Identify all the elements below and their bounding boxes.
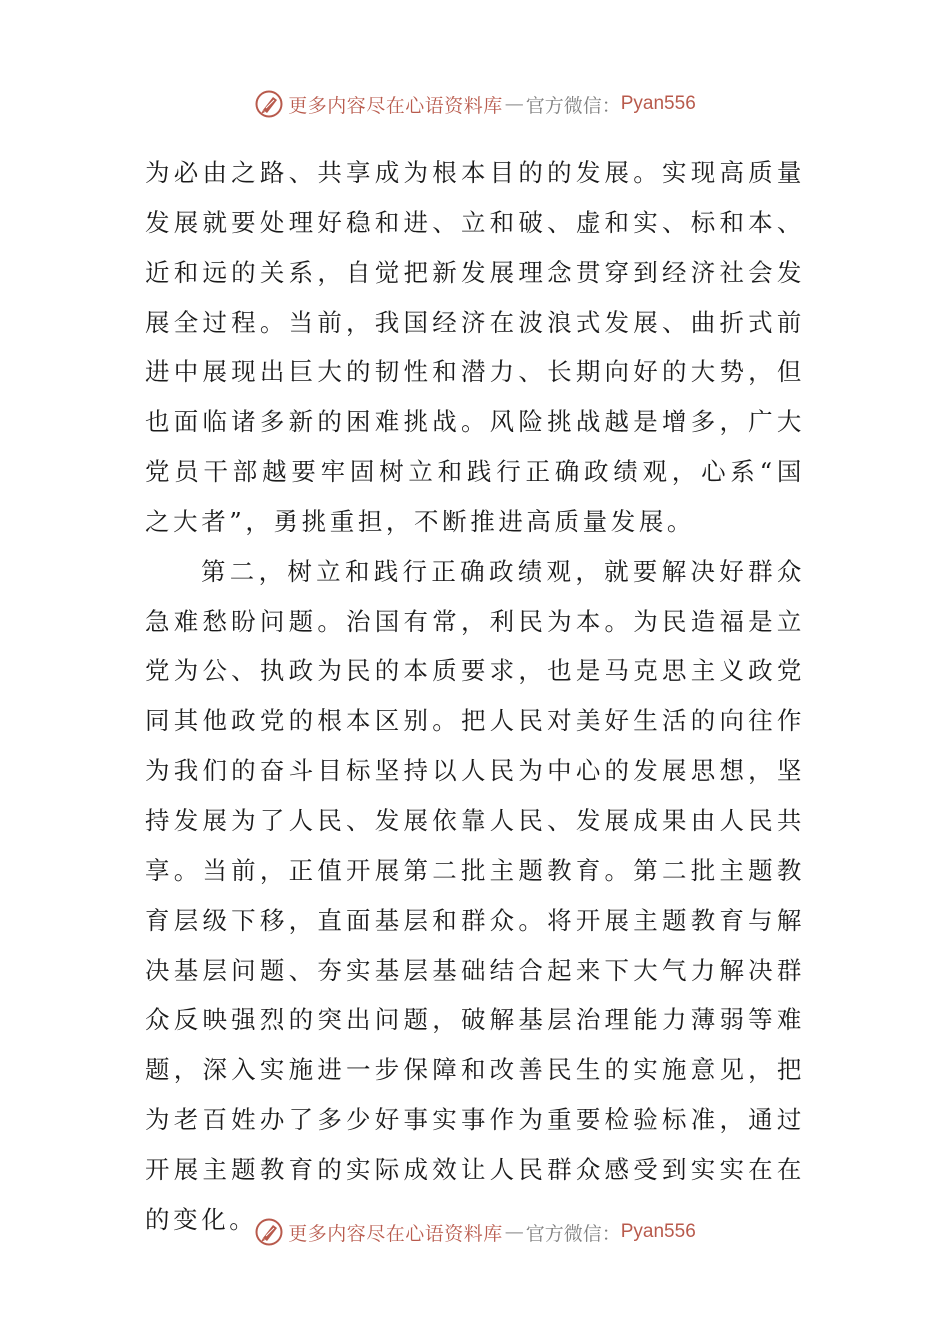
pen-nib-logo-icon — [254, 89, 284, 119]
paragraph-2: 第二，树立和践行正确政绩观，就要解决好群众急难愁盼问题。治国有常，利民为本。为民造福是立党为公、执政为民的本质要求，也是马克思主义政党同其他政党的根本区别。把人民对美好生活的向往作为我们的奋斗目标坚持以人民为中心的发展思想，坚持发展为了人民、发展依靠人民、发展成果由人民共享。当前，正值开展第二批主题教育。第二批主题教育层级下移，直面基层和群众。将开展主题教育与解决基层问题、夯实基层基础结合起来下大气力解决群众反映强烈的突出问题，破解基层治理能力薄弱等难题，深入实施进一步保障和改善民生的实施意见，把为老百姓办了多少好事实事作为重要检验标准，通过开展主题教育的实际成效让人民群众感受到实实在在的变化。 — [145, 556, 805, 1234]
site-promo-text: 更多内容尽在心语资料库 — [288, 94, 503, 117]
banner-separator: — — [504, 93, 524, 115]
wechat-label: 官方微信： — [525, 1222, 621, 1245]
header-watermark-banner — [0, 84, 950, 124]
pen-nib-logo-icon — [254, 1217, 284, 1247]
footer-watermark-banner — [0, 1212, 950, 1252]
wechat-handle: Pyan556 — [620, 1221, 696, 1242]
document-body — [145, 148, 805, 1245]
site-promo-text: 更多内容尽在心语资料库 — [288, 1222, 503, 1245]
paragraph-1: 为必由之路、共享成为根本目的的发展。实现高质量发展就要处理好稳和进、立和破、虚和实、标和本、近和远的关系，自觉把新发展理念贯穿到经济社会发展全过程。当前，我国经济在波浪式发展、曲折式前进中展现出巨大的韧性和潜力、长期向好的大势，但也面临诸多新的困难挑战。风险挑战越是增多，广大党员干部越要牢固树立和践行正确政绩观，心系“国之大者”，勇挑重担，不断推进高质量发展。 — [145, 158, 805, 536]
wechat-label: 官方微信： — [525, 94, 621, 117]
wechat-handle: Pyan556 — [620, 93, 696, 114]
banner-separator: — — [504, 1221, 524, 1243]
